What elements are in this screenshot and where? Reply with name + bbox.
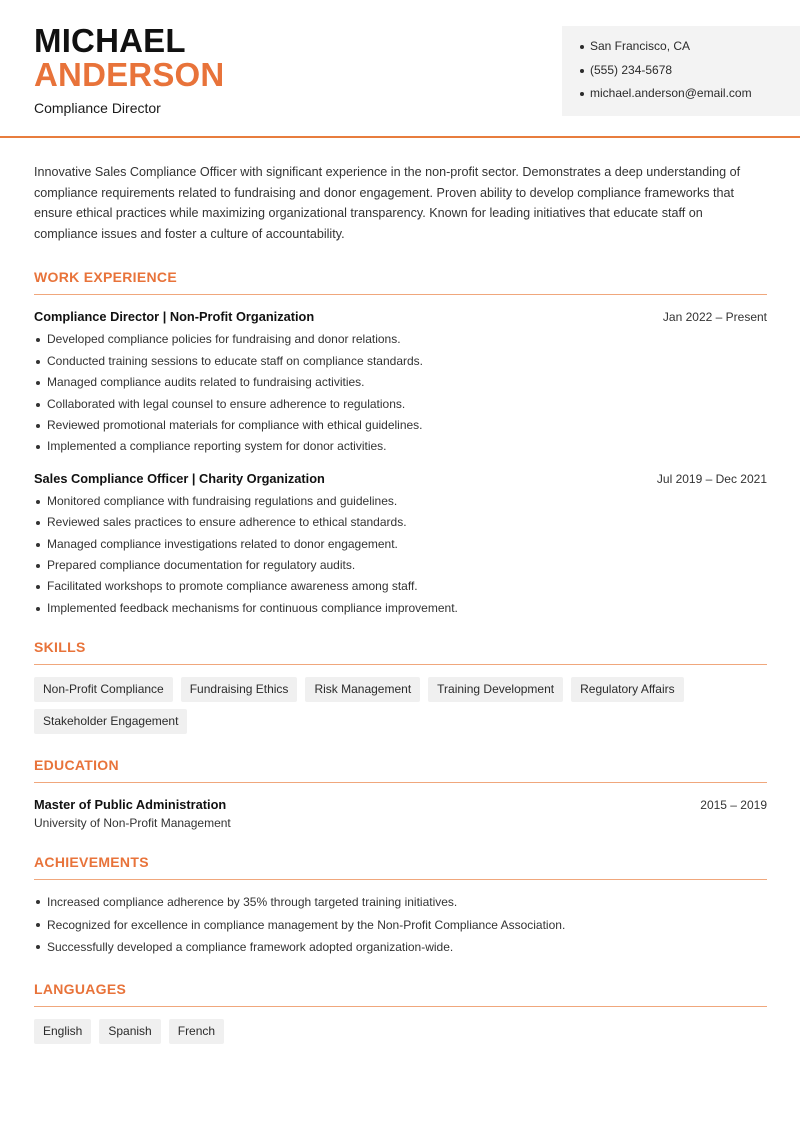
job-title: Sales Compliance Officer | Charity Organization (34, 470, 325, 486)
language-tag: Spanish (99, 1019, 160, 1044)
job-bullet: Managed compliance investigations related to donor engagement. (34, 534, 767, 555)
resume-header (0, 0, 800, 138)
job-title: Compliance Director | Non-Profit Organization (34, 309, 315, 325)
job-role: Compliance Director (34, 100, 161, 116)
job-entry (34, 309, 767, 457)
language-tag: English (34, 1019, 91, 1044)
candidate-name (34, 24, 224, 92)
achievement-item: Increased compliance adherence by 35% through targeted training initiatives. (34, 891, 767, 914)
section-title-achievements: ACHIEVEMENTS (34, 854, 767, 880)
job-bullet: Prepared compliance documentation for regulatory audits. (34, 555, 767, 576)
contact-box (562, 26, 800, 116)
skill-tag: Risk Management (305, 677, 420, 702)
section-title-work-experience: WORK EXPERIENCE (34, 269, 767, 295)
degree-title: Master of Public Administration (34, 797, 227, 813)
education-date: 2015 – 2019 (700, 798, 767, 813)
skill-tag: Fundraising Ethics (181, 677, 298, 702)
skill-tag: Non-Profit Compliance (34, 677, 173, 702)
job-bullet: Monitored compliance with fundraising regulations and guidelines. (34, 491, 767, 512)
job-bullet: Developed compliance policies for fundraising and donor relations. (34, 329, 767, 350)
achievements-section (34, 854, 767, 959)
section-title-languages: LANGUAGES (34, 981, 767, 1007)
work-experience-section (34, 269, 767, 619)
achievement-item: Successfully developed a compliance framework adopted organization-wide. (34, 936, 767, 959)
job-date: Jan 2022 – Present (662, 310, 767, 325)
summary: Innovative Sales Compliance Officer with significant experience in the non-profit sector. Demonstrates a deep understanding of compliance requirements related to fundraising and donor engagement. Proven ability to develop compliance frameworks that ensure ethical practices while maximizing organizational transparency. Known for leading initiatives that educate staff on compliance issues and foster a culture of accountability. (34, 165, 741, 241)
first-name: MICHAEL (34, 22, 186, 59)
language-tag: French (169, 1019, 224, 1044)
resume-body (34, 138, 767, 1044)
contact-location: San Francisco, CA (580, 35, 800, 59)
skill-tag: Regulatory Affairs (571, 677, 684, 702)
school-name: University of Non-Profit Management (34, 816, 231, 831)
achievement-item: Recognized for excellence in compliance management by the Non-Profit Compliance Association. (34, 914, 767, 937)
job-bullet: Reviewed promotional materials for compliance with ethical guidelines. (34, 415, 767, 436)
section-title-education: EDUCATION (34, 757, 767, 783)
last-name: ANDERSON (34, 56, 225, 93)
job-date: Jul 2019 – Dec 2021 (656, 471, 767, 486)
education-section (34, 757, 767, 830)
contact-phone: (555) 234-5678 (580, 59, 800, 83)
job-bullet: Implemented a compliance reporting system for donor activities. (34, 436, 767, 457)
languages-section (34, 981, 767, 1044)
job-bullet: Facilitated workshops to promote compliance awareness among staff. (34, 576, 767, 597)
job-bullet: Reviewed sales practices to ensure adherence to ethical standards. (34, 512, 767, 533)
job-bullet: Collaborated with legal counsel to ensure adherence to regulations. (34, 394, 767, 415)
job-bullet: Conducted training sessions to educate staff on compliance standards. (34, 351, 767, 372)
contact-email: michael.anderson@email.com (580, 82, 800, 106)
job-bullet: Implemented feedback mechanisms for continuous compliance improvement. (34, 598, 767, 619)
job-entry (34, 471, 767, 619)
skill-tag: Stakeholder Engagement (34, 709, 187, 734)
skills-section (34, 639, 767, 734)
skill-tag: Training Development (428, 677, 563, 702)
job-bullet: Managed compliance audits related to fundraising activities. (34, 372, 767, 393)
section-title-skills: SKILLS (34, 639, 767, 665)
